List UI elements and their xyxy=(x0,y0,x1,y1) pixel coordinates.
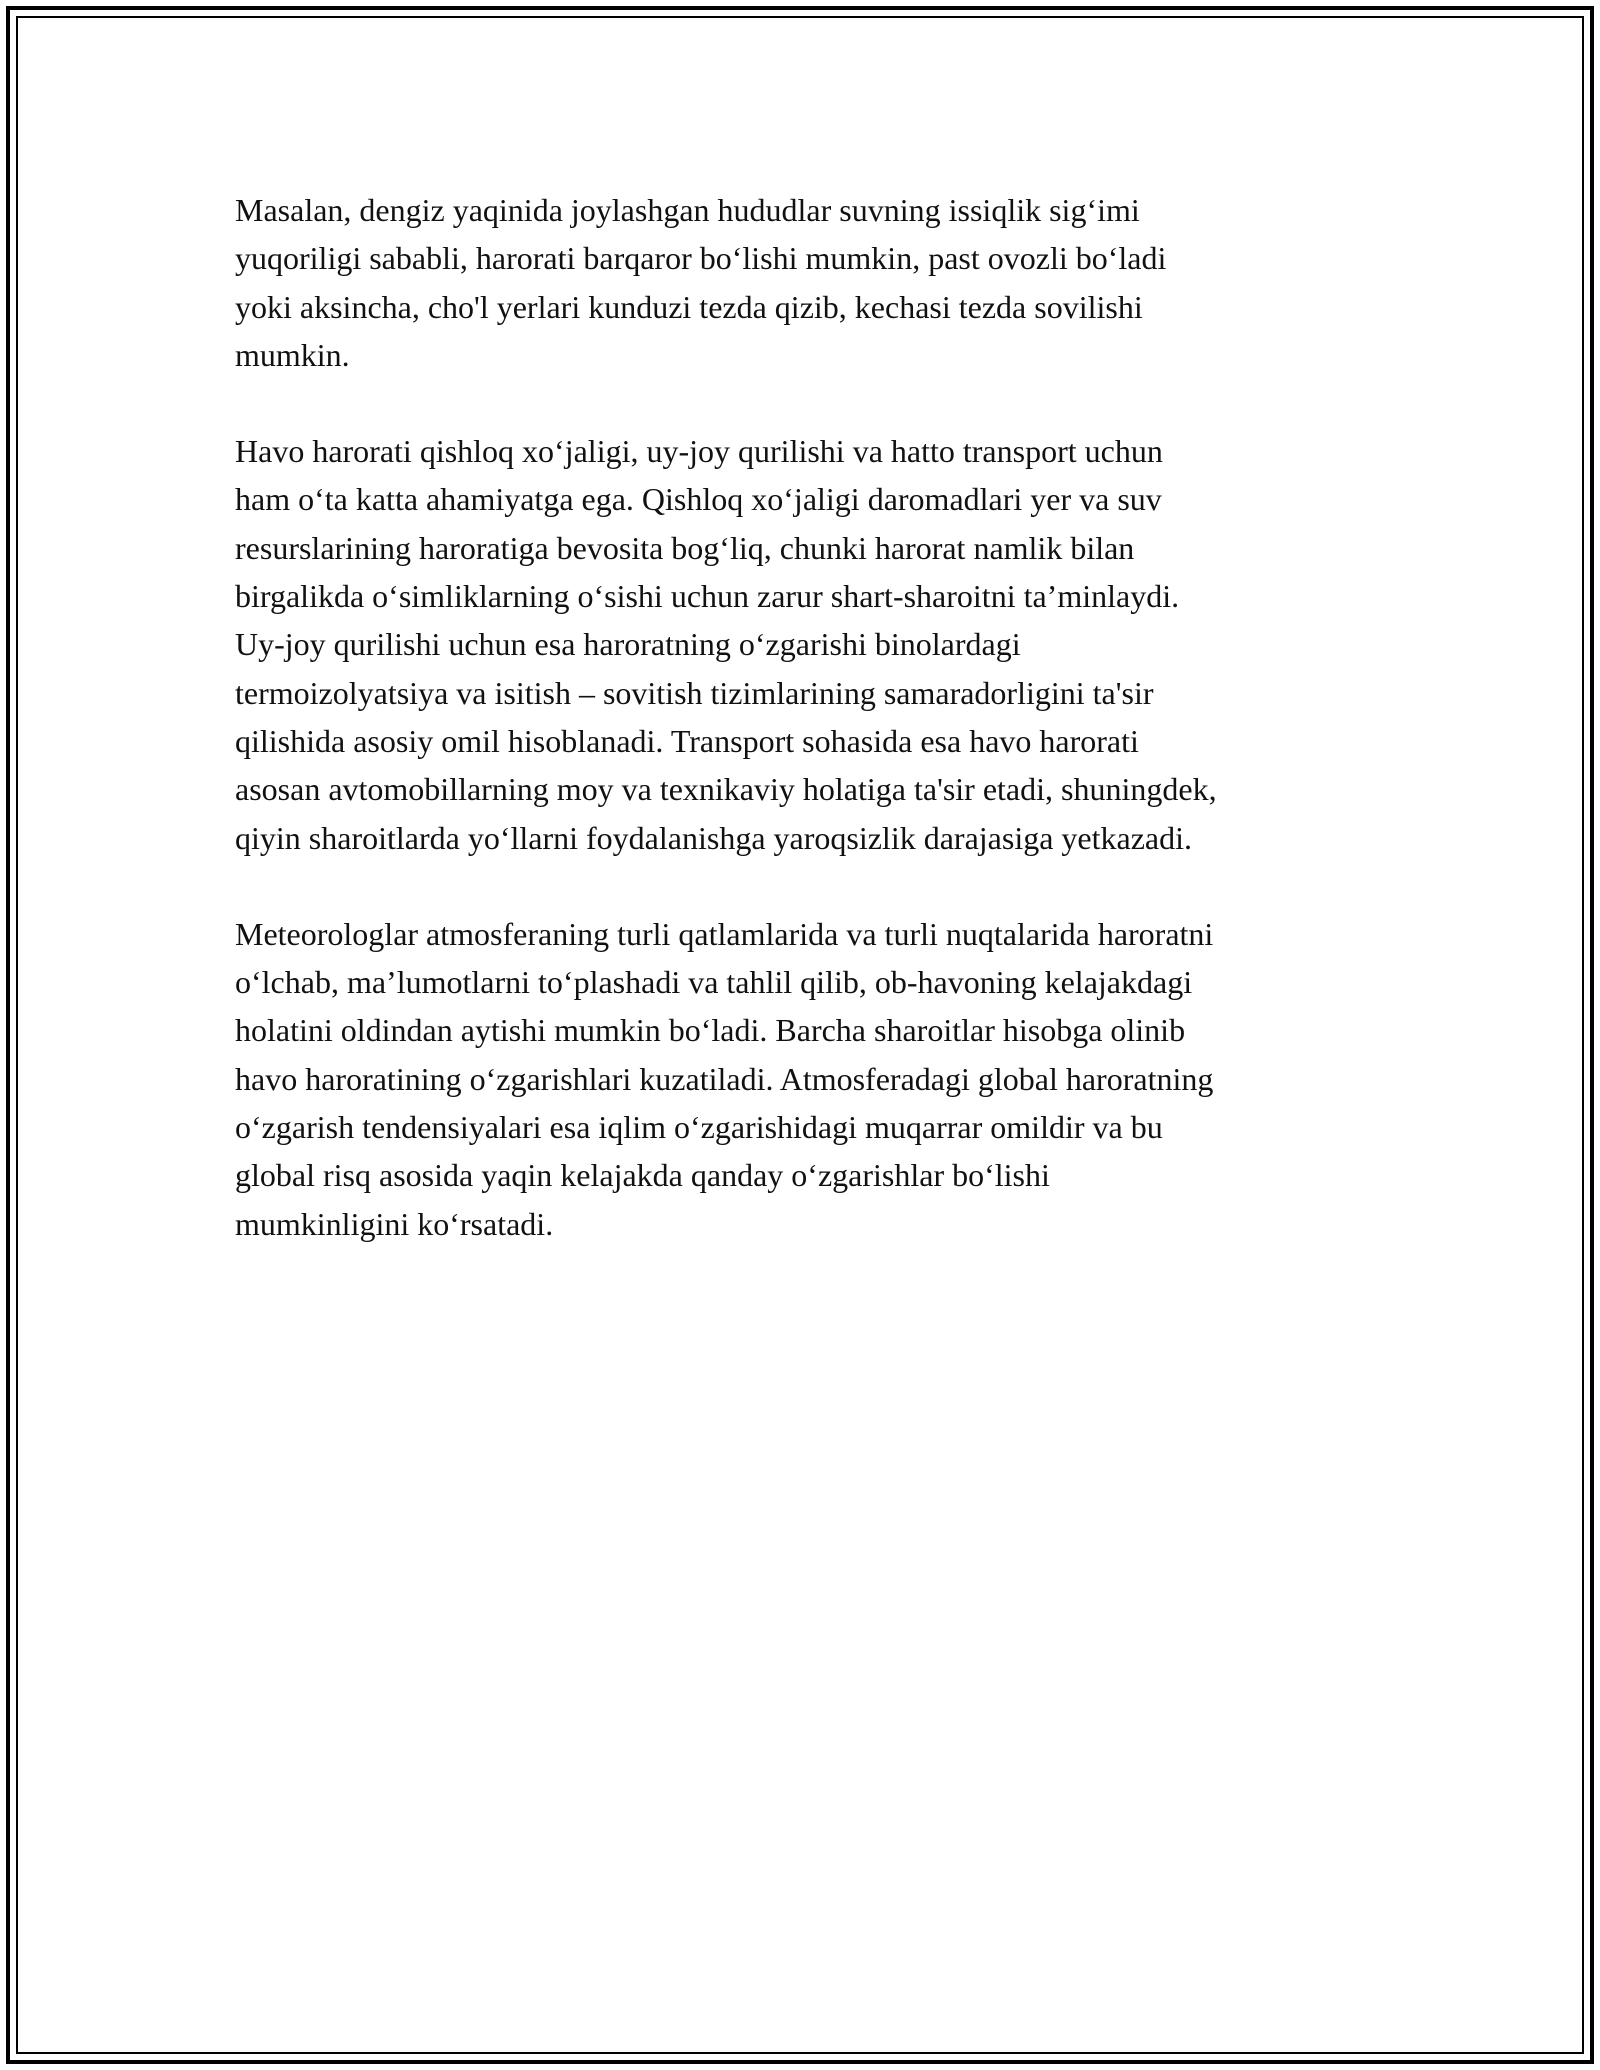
paragraph-1 xyxy=(235,186,1365,379)
paragraph-line: ham o‘ta katta ahamiyatga ega. Qishloq xo‘jaligi daromadlari yer va suv xyxy=(235,481,1162,518)
paragraph-line: Uy-joy qurilishi uchun esa haroratning o‘zgarishi binolardagi xyxy=(235,626,1021,663)
document-body xyxy=(235,186,1365,1296)
paragraph-line: Meteorologlar atmosferaning turli qatlamlarida va turli nuqtalarida haroratni xyxy=(235,915,1214,952)
paragraph-line: yuqoriligi sababli, harorati barqaror bo‘lishi mumkin, past ovozli bo‘ladi xyxy=(235,240,1167,277)
paragraph-line: Masalan, dengiz yaqinida joylashgan hududlar suvning issiqlik sig‘imi xyxy=(235,192,1140,228)
paragraph-line: o‘zgarish tendensiyalari esa iqlim o‘zgarishidagi muqarrar omildir va bu xyxy=(235,1109,1163,1146)
paragraph-line: mumkin. xyxy=(235,336,350,373)
paragraph-line: asosan avtomobillarning moy va texnikaviy holatiga ta'sir etadi, shuningdek, xyxy=(235,771,1217,808)
paragraph-3 xyxy=(235,910,1365,1248)
paragraph-line: termoizolyatsiya va isitish – sovitish tizimlarining samaradorligini ta'sir xyxy=(235,674,1154,711)
paragraph-line: birgalikda o‘simliklarning o‘sishi uchun zarur shart-sharoitni ta’minlaydi. xyxy=(235,578,1180,615)
paragraph-line: holatini oldindan aytishi mumkin bo‘ladi. Barcha sharoitlar hisobga olinib xyxy=(235,1012,1186,1049)
paragraph-line: qilishida asosiy omil hisoblanadi. Transport sohasida esa havo harorati xyxy=(235,722,1139,759)
paragraph-line: mumkinligini ko‘rsatadi. xyxy=(235,1205,554,1242)
paragraph-line: o‘lchab, ma’lumotlarni to‘plashadi va tahlil qilib, ob-havoning kelajakdagi xyxy=(235,964,1193,1001)
paragraph-line: resurslarining haroratiga bevosita bog‘liq, chunki harorat namlik bilan xyxy=(235,529,1135,566)
paragraph-2 xyxy=(235,427,1365,862)
paragraph-line: qiyin sharoitlarda yo‘llarni foydalanishga yaroqsizlik darajasiga yetkazadi. xyxy=(235,819,1192,856)
paragraph-line: havo haroratining o‘zgarishlari kuzatiladi. Atmosferadagi global haroratning xyxy=(235,1060,1214,1097)
paragraph-line: yoki aksincha, cho'l yerlari kunduzi tezda qizib, kechasi tezda sovilishi xyxy=(235,288,1143,325)
paragraph-line: global risq asosida yaqin kelajakda qanday o‘zgarishlar bo‘lishi xyxy=(235,1157,1050,1194)
paragraph-line: Havo harorati qishloq xo‘jaligi, uy-joy qurilishi va hatto transport uchun xyxy=(235,433,1163,470)
